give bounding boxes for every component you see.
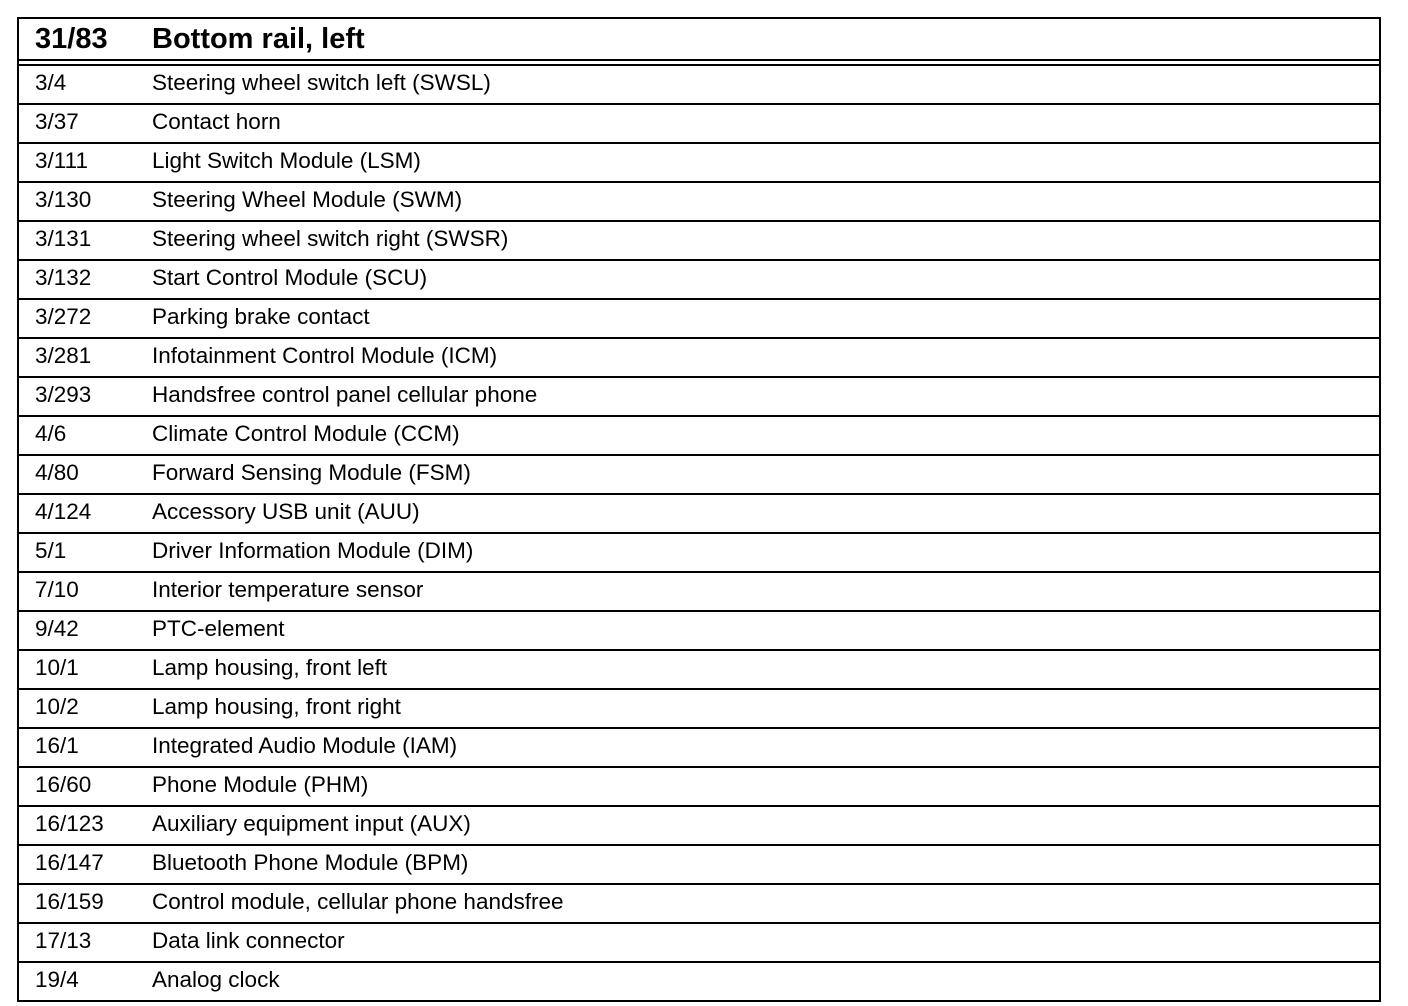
- row-description: Integrated Audio Module (IAM): [152, 733, 458, 758]
- table-row: [19, 300, 1379, 339]
- table-row: [19, 183, 1379, 222]
- table-row: [19, 417, 1379, 456]
- row-code: 9/42: [35, 616, 79, 641]
- table-row: [19, 768, 1379, 807]
- row-code: 10/1: [35, 655, 79, 680]
- row-description: PTC-element: [152, 616, 285, 641]
- row-description: Control module, cellular phone handsfree: [152, 889, 564, 914]
- table-row: [19, 339, 1379, 378]
- table-row: [19, 378, 1379, 417]
- row-description: Analog clock: [152, 967, 280, 992]
- row-code: 4/6: [35, 421, 67, 446]
- table-row: [19, 144, 1379, 183]
- table-row: [19, 66, 1379, 105]
- row-code: 4/124: [35, 499, 92, 524]
- row-description: Parking brake contact: [152, 304, 370, 329]
- table-row: [19, 534, 1379, 573]
- table-row: [19, 690, 1379, 729]
- row-code: 16/159: [35, 889, 104, 914]
- row-code: 3/111: [35, 148, 88, 173]
- table-row: [19, 807, 1379, 846]
- row-code: 16/147: [35, 850, 104, 875]
- row-code: 17/13: [35, 928, 92, 953]
- row-code: 10/2: [35, 694, 79, 719]
- row-description: Start Control Module (SCU): [152, 265, 428, 290]
- row-description: Light Switch Module (LSM): [152, 148, 421, 173]
- row-description: Forward Sensing Module (FSM): [152, 460, 471, 485]
- table-row: [19, 495, 1379, 534]
- table-row: [19, 456, 1379, 495]
- row-code: 16/60: [35, 772, 92, 797]
- row-description: Lamp housing, front left: [152, 655, 388, 680]
- table-row: [19, 846, 1379, 885]
- table-row: [19, 612, 1379, 651]
- table-row: [19, 105, 1379, 144]
- table-row: [19, 222, 1379, 261]
- row-description: Contact horn: [152, 109, 281, 134]
- row-description: Interior temperature sensor: [152, 577, 424, 602]
- row-description: Accessory USB unit (AUU): [152, 499, 420, 524]
- row-code: 3/281: [35, 343, 92, 368]
- row-code: 3/132: [35, 265, 92, 290]
- row-code: 3/130: [35, 187, 92, 212]
- header-title: Bottom rail, left: [152, 23, 365, 55]
- table-body: [19, 66, 1379, 1000]
- row-description: Auxiliary equipment input (AUX): [152, 811, 471, 836]
- table-row: [19, 885, 1379, 924]
- row-code: 3/4: [35, 70, 67, 95]
- table-row: [19, 963, 1379, 1000]
- component-table: [17, 17, 1381, 1002]
- row-description: Data link connector: [152, 928, 345, 953]
- row-code: 3/293: [35, 382, 92, 407]
- row-code: 5/1: [35, 538, 67, 563]
- row-description: Steering wheel switch left (SWSL): [152, 70, 491, 95]
- table-row: [19, 261, 1379, 300]
- row-description: Phone Module (PHM): [152, 772, 369, 797]
- row-code: 16/1: [35, 733, 79, 758]
- row-code: 3/272: [35, 304, 92, 329]
- row-code: 7/10: [35, 577, 79, 602]
- table-header: [19, 19, 1379, 61]
- table-row: [19, 651, 1379, 690]
- row-description: Climate Control Module (CCM): [152, 421, 460, 446]
- table-row: [19, 573, 1379, 612]
- row-description: Steering wheel switch right (SWSR): [152, 226, 509, 251]
- table-row: [19, 924, 1379, 963]
- row-description: Driver Information Module (DIM): [152, 538, 474, 563]
- table-row: [19, 729, 1379, 768]
- row-description: Bluetooth Phone Module (BPM): [152, 850, 469, 875]
- header-code: 31/83: [35, 23, 108, 55]
- row-code: 3/37: [35, 109, 79, 134]
- row-code: 16/123: [35, 811, 104, 836]
- row-description: Steering Wheel Module (SWM): [152, 187, 463, 212]
- row-description: Lamp housing, front right: [152, 694, 401, 719]
- row-code: 3/131: [35, 226, 92, 251]
- row-code: 4/80: [35, 460, 79, 485]
- row-description: Infotainment Control Module (ICM): [152, 343, 498, 368]
- row-code: 19/4: [35, 967, 79, 992]
- row-description: Handsfree control panel cellular phone: [152, 382, 538, 407]
